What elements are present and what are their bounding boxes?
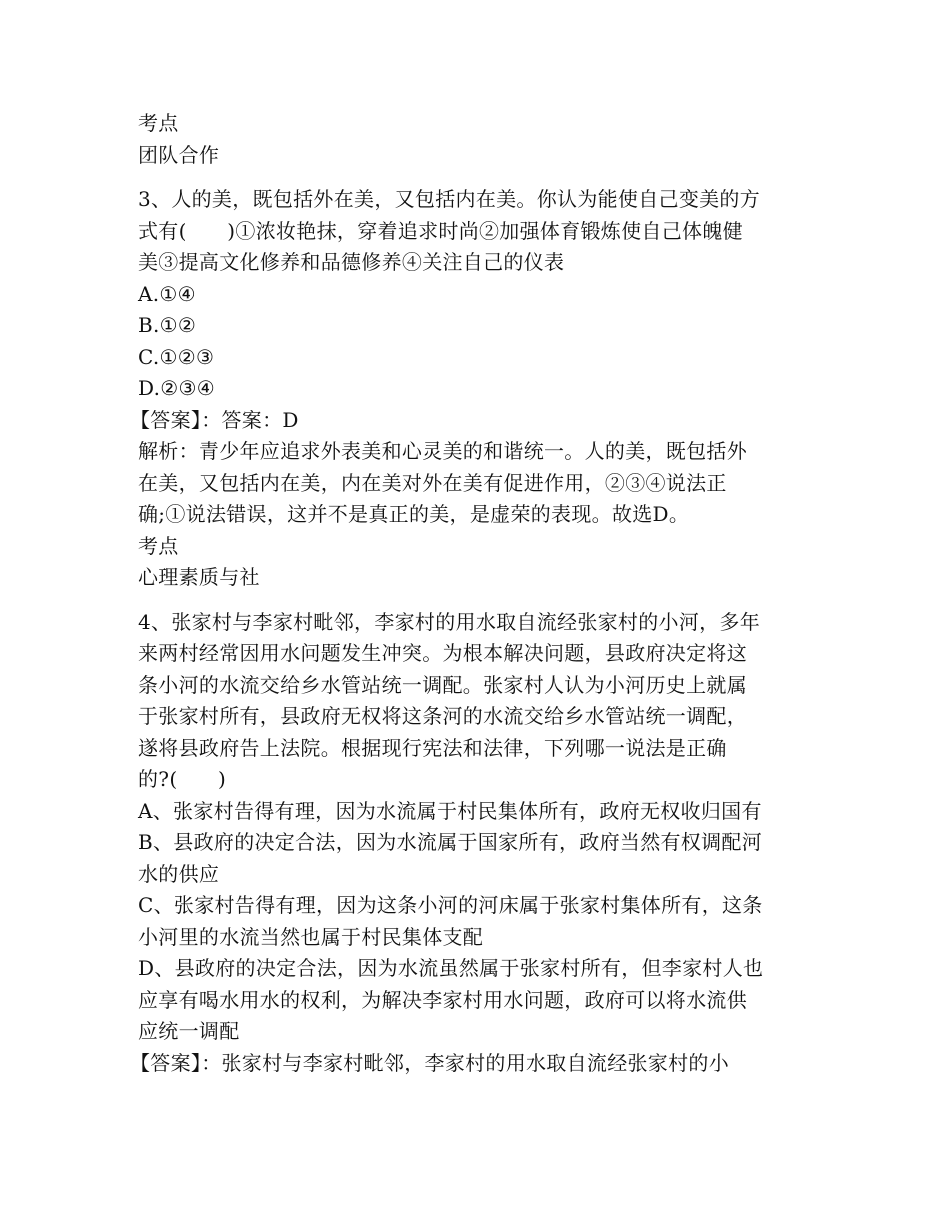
option-b: B、县政府的决定合法，因为水流属于国家所有，政府当然有权调配河: [138, 830, 762, 854]
option-c: C.①②③: [138, 344, 215, 369]
answer-line: 【答案】：答案：D: [130, 407, 299, 432]
topic-label: 团队合作: [138, 142, 220, 167]
option-c-cont: 小河里的水流当然也属于村民集体支配: [138, 924, 484, 949]
answer-line: 【答案】：张家村与李家村毗邻，李家村的用水取自流经张家村的小: [130, 1050, 729, 1075]
question-stem-line: 条小河的水流交给乡水管站统一调配。张家村人认为小河历史上就属: [138, 672, 747, 697]
kaodian-label: 考点: [138, 533, 179, 558]
question-stem-line: 3、人的美，既包括外在美，又包括内在美。你认为能使自己变美的方: [138, 187, 761, 211]
topic-label: 心理素质与社: [138, 565, 260, 589]
option-b: B.①②: [138, 313, 197, 337]
option-d-cont: 应统一调配: [138, 1019, 240, 1043]
question-stem-line: 式有( )①浓妆艳抹，穿着追求时尚②加强体育锻炼使自己体魄健: [138, 218, 743, 243]
kaodian-label: 考点: [138, 111, 179, 135]
analysis-line: 解析：青少年应追求外表美和心灵美的和谐统一。人的美，既包括外: [138, 439, 747, 463]
question-stem-line: 美③提高文化修养和品德修养④关注自己的仪表: [138, 250, 565, 274]
document-page: [130, 108, 818, 1079]
analysis-line: 在美，又包括内在美，内在美对外在美有促进作用，②③④说法正: [138, 470, 727, 495]
option-a: A.①④: [138, 281, 196, 306]
question-stem-line: 于张家村所有，县政府无权将这条河的水流交给乡水管站统一调配，: [138, 704, 747, 728]
question-4: [130, 607, 818, 1080]
analysis-line: 确;①说法错误，这并不是真正的美，是虚荣的表现。故选D。: [138, 502, 690, 526]
option-d-cont: 应享有喝水用水的权利，为解决李家村用水问题，政府可以将水流供: [138, 987, 747, 1012]
option-a: A、张家村告得有理，因为水流属于村民集体所有，政府无权收归国有: [138, 798, 762, 823]
question-stem-line: 遂将县政府告上法院。根据现行宪法和法律，下列哪一说法是正确: [138, 735, 727, 760]
option-d: D.②③④: [138, 376, 215, 400]
option-d: D、县政府的决定合法，因为水流虽然属于张家村所有，但李家村人也: [138, 956, 764, 980]
question-stem-line: 4、张家村与李家村毗邻，李家村的用水取自流经张家村的小河，多年: [138, 609, 761, 634]
question-3: [130, 184, 818, 594]
question-stem-line: 的?( ): [138, 767, 227, 791]
question-stem-line: 来两村经常因用水问题发生冲突。为根本解决问题，县政府决定将这: [138, 641, 747, 665]
option-b-cont: 水的供应: [138, 861, 220, 886]
option-c: C、张家村告得有理，因为这条小河的河床属于张家村集体所有，这条: [138, 893, 763, 917]
